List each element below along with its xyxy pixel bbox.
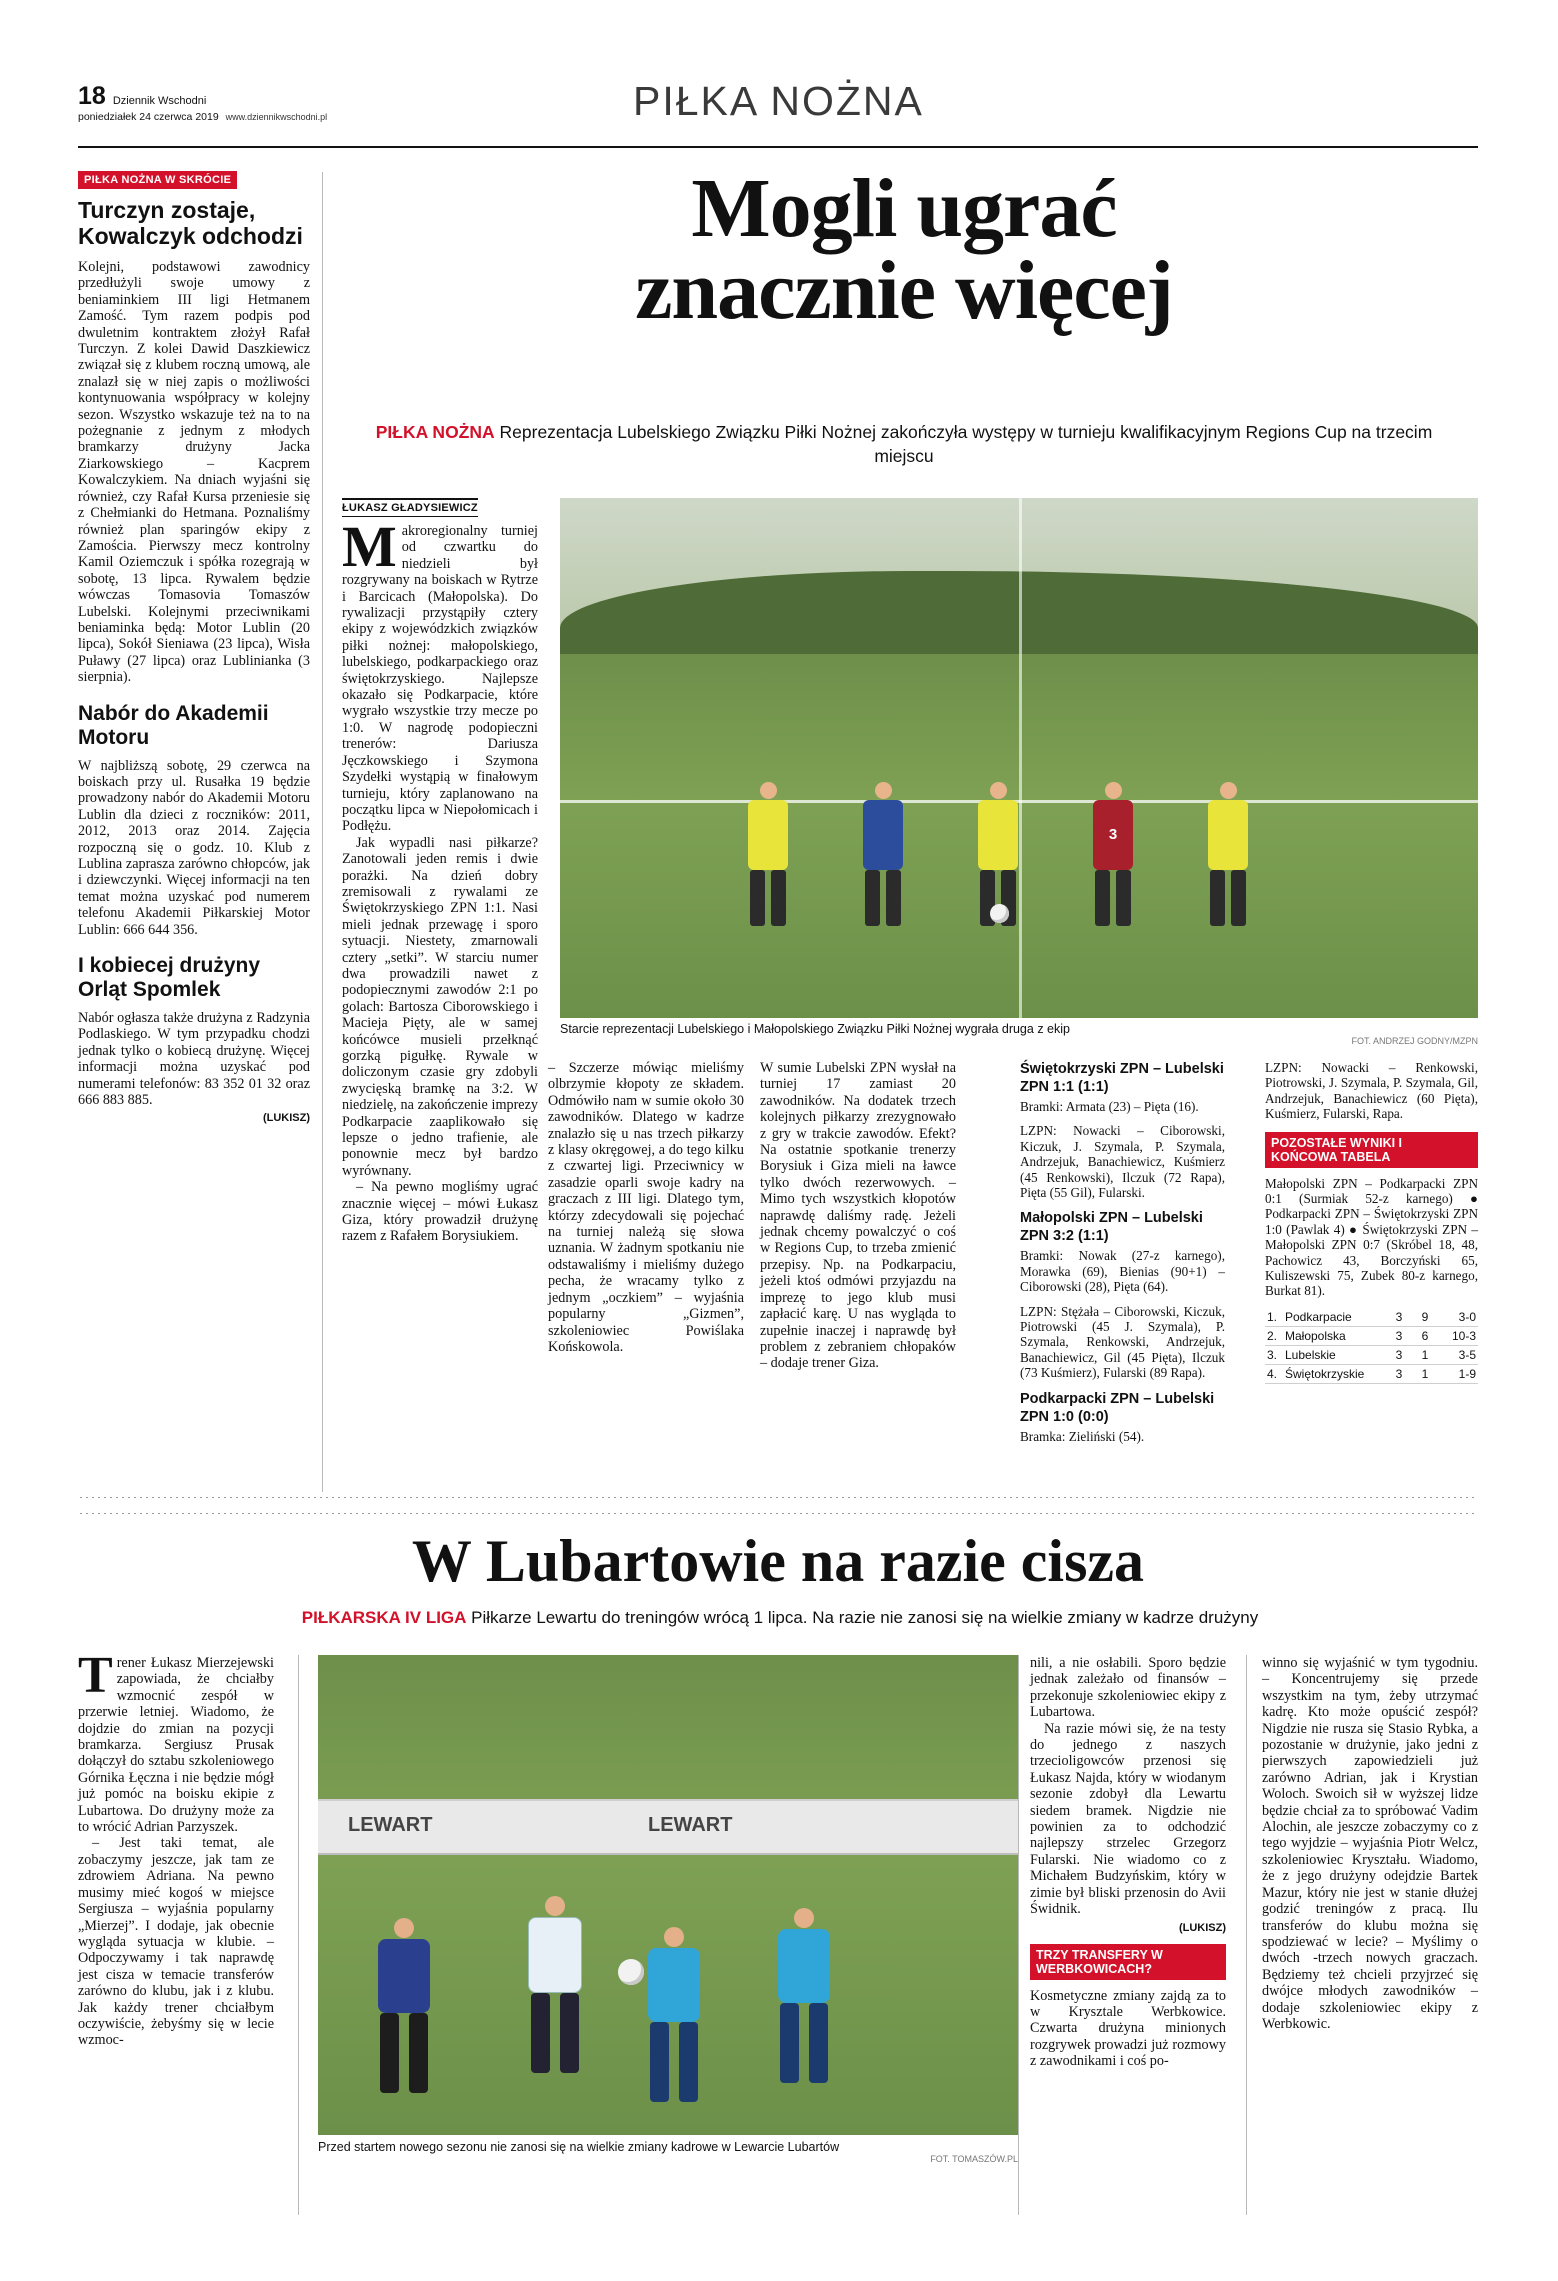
article1-col3 (760, 1060, 956, 1372)
article2-col4 (1030, 1655, 1226, 2070)
sidebar-kicker: PIŁKA NOŻNA W SKRÓCIE (78, 171, 237, 189)
standings-table (1265, 1308, 1478, 1384)
sidebar-item2-title: Nabór do Akademii Motoru (78, 701, 269, 749)
section-title: PIŁKA NOŻNA (633, 78, 924, 124)
photo2-person-legs (529, 1993, 581, 2077)
article2-photo-caption: Przed startem nowego sezonu nie zanosi się na wielkie zmiany kadrowe w Lewarcie Lubartów (318, 2140, 840, 2154)
article1-table-col (1265, 1060, 1478, 1384)
photo1-person-shirt (748, 800, 788, 870)
result1-line2: LZPN: Nowacki – Ciborowski, Kiczuk, J. Szymala, P. Szymala, Andrzejuk, Banachiewicz, Kuśmierz (45 Renkowski), Ilczuk (72 Rapa), Pięta (55 Gil), Fularski. (1020, 1123, 1225, 1201)
article1-photo-caption-block (560, 1022, 1478, 1046)
table-row (1265, 1364, 1478, 1383)
row1-matches: 3 (1395, 1309, 1403, 1324)
photo1-goalkeeper (860, 782, 906, 930)
photo1-person-shirt (978, 800, 1018, 870)
article1-col3-text: W sumie Lubelski ZPN wysłał na turniej 17 zamiast 20 zawodników. Na dodatek trzech kolejnych piłkarzy zrezygnowało z gry w trakcie zawodów. Efekt? Na ostatnie spotkanie trenerzy Borysiuk i Giza mieli na ławce tylko dwóch rezerwowych. – Mimo tych wszystkich kłopotów naprawdę daliśmy radę. Jeżeli jednak chcemy powalczyć o coś w Regions Cup, to trzeba zmienić przepisy. Np. na Podkarpaciu, jeżeli ktoś odmówi przyjazdu na imprezę to jego klub musi zapłacić karę. U nas wygląda to zupełnie inaczej i naprawdę był problem z zebraniem chłopaków – dodaje trener Giza. (760, 1060, 956, 1372)
other-results-header: POZOSTAŁE WYNIKI I KOŃCOWA TABELA (1265, 1132, 1478, 1168)
row1-points: 9 (1421, 1309, 1429, 1324)
article1-col2-text: – Szczerze mówiąc mieliśmy olbrzymie kłopoty ze składem. Odmówiło nam w sumie około 30 zawodników. Dlatego w kadrze znalazło się u nas trzech piłkarzy z klasy okręgowej, a do tego kilku z czwartej ligi. Przeciwnicy w zasadzie oparli swoje kadry na graczach z III ligi. Dlatego tym, którzy zdecydowali się pojechać na turniej należą się słowa uznania. W żadnym spotkaniu nie odstawaliśmy i mieliśmy dużego pecha, że wracamy tylko z jednym „oczkiem” – wyjaśnia popularny „Gizmen”, szkoleniowiec Powiślaka Końskowola. (548, 1060, 744, 1355)
row4-pos: 4. (1267, 1366, 1278, 1381)
photo1-person-legs (1093, 870, 1133, 930)
result2-line2: LZPN: Stężała – Ciborowski, Kiczuk, Piotrowski (45 J. Szymala), P. Szymala, Renkowski, Andrzejuk, Banachiewicz, Gil (45 Pięta), Ilczuk (73 Kuśmierz), Fularski (89 Rapa). (1020, 1303, 1225, 1381)
photo2-person-head (545, 1896, 565, 1916)
article1-col1 (342, 498, 538, 1245)
masthead-rule (78, 146, 1478, 148)
result3-line1: Bramka: Zieliński (54). (1020, 1428, 1145, 1444)
photo1-referee-1 (745, 782, 791, 930)
photo2-player-4 (778, 1908, 830, 2087)
photo1-pitch-line-v (1019, 498, 1022, 1018)
photo1-person-head (1105, 782, 1122, 799)
result2-title: Małopolski ZPN – Lubelski ZPN 3:2 (1:1) (1020, 1210, 1203, 1245)
paper-title: Dziennik Wschodni (112, 95, 207, 107)
article2-stand-lead: PIŁKARSKA IV LIGA (301, 1608, 467, 1627)
article1-stand-lead: PIŁKA NOŻNA (375, 422, 495, 442)
photo1-person-head (1220, 782, 1237, 799)
result2-line1: Bramki: Nowak (27-z karnego), Morawka (69), Bienias (90+1) – Ciborowski (28), Pięta (64). (1020, 1248, 1225, 1295)
other-results-text: Małopolski ZPN – Podkarpacki ZPN 0:1 (Surmiak 52-z karnego) ● Podkarpacki ZPN – Świętokrzyski ZPN 1:0 (Pawlak 4) ● Świętokrzyski ZPN – Małopolski ZPN 0:7 (Skróbel 18, 48, Pachowicz 43, Borczyński 65, Kuliszewski 75, Zubek 80-z karnego, Burkat 81). (1265, 1175, 1478, 1299)
article2-photo-caption-block (318, 2140, 1018, 2164)
article1-standfirst (360, 420, 1448, 468)
article2-standfirst (120, 1608, 1440, 1628)
article1-col2 (548, 1060, 744, 1355)
masthead (78, 78, 1478, 146)
row2-pos: 2. (1267, 1328, 1278, 1343)
issue-date-text: poniedziałek 24 czerwca 2019 (78, 111, 219, 123)
article1-headline-line2: znacznie więcej (635, 244, 1173, 337)
row3-matches: 3 (1395, 1347, 1403, 1362)
photo1-player-number: 3 (1093, 800, 1133, 870)
row4-team: Świętokrzyskie (1285, 1366, 1365, 1381)
article2-col5 (1262, 1655, 1478, 2032)
article2-signature: (LUKISZ) (1178, 1921, 1226, 1934)
photo2-adboard-text: LEWART (348, 1814, 433, 1836)
sidebar-item3-title: I kobiecej drużyny Orląt Spomlek (78, 954, 261, 1002)
table-row (1265, 1308, 1478, 1327)
article2-stand-text: Piłkarze Lewartu do treningów wrócą 1 lipca. Na razie nie zanosi się na wielkie zmiany w kadrze drużyny (466, 1608, 1259, 1627)
article2-col1-p1: Trener Łukasz Mierzejewski zapowiada, że chciałby wzmocnić zespół w przerwie letniej. Wiadomo, że dojdzie do zmian na pozycji bramkarza. Sergiusz Prusak dołączył do sztabu szkoleniowego Górnika Łęczna i nie będzie mógł już pomóc na boisku ekipie z Lubartowa. Do drużyny może za to wrócić Adrian Parzyszek. (78, 1647, 274, 1836)
sidebar-item3-signature: (LUKISZ) (262, 1112, 310, 1125)
lzpn-squad: LZPN: Nowacki – Renkowski, Piotrowski, J. Szymala, P. Szymala, Gil, Andrzejuk, Banachiewicz (60 Pięta), Kuśmierz, Fularski, Rapa. (1265, 1060, 1478, 1122)
photo1-person-legs (1208, 870, 1248, 930)
article-separator-2 (78, 1512, 1478, 1515)
photo2-player-3 (648, 1927, 700, 2106)
article2-photo-credit: FOT. TOMASZÓW.PL (930, 2154, 1018, 2164)
page-number: 18 (78, 82, 106, 110)
row1-pos: 1. (1267, 1309, 1278, 1324)
sidebar-item2-body: W najbliższą sobotę, 29 czerwca na boiskach przy ul. Rusałka 19 będzie prowadzony nabór do Akademii Motoru Lublin dla dzieci z roczników: 2011, 2012, 2013 oraz 2014. Zajęcia rozpoczną się o godz. 10. Klub z Lublina zaprasza zarówno chłopców, jak i dziewczynki. Więcej informacji na ten temat można uzyskać pod numerem telefonu Akademii Piłkarskiej Motor Lublin: 666 644 356. (78, 757, 310, 938)
row3-team: Lubelskie (1285, 1347, 1336, 1362)
column-divider-4 (298, 1655, 299, 2215)
row1-goals: 3-0 (1458, 1309, 1476, 1324)
sidebar-item1-body: Kolejni, podstawowi zawodnicy przedłużyli swoje umowy z beniaminkiem III ligi Hetmanem Zamość. Tym razem podpis pod dwuletnim kontraktem złożył Rafał Turczyn. Z kolei Dawid Daszkiewicz związał się z klubem roczną umową, ale znalazł się w niej zapis o możliwości kontynuowania współpracy w kolejny sezon. Wszystko wskazuje też na to na pożegnanie z jednym z młodych bramkarzy drużyny Jacka Ziarkowskiego – Kacprem Kowalczykiem. Na dniach wyjaśni się również, czy Rafał Kursa przeniesie się z Chełmianki do Hetmana. Poznaliśmy również plan sparingów ekipy z Zamościa. Pierwszy mecz kontrolny Kamil Oziemczuk i spółka rozegrają w sobotę, 13 lipca. Rywalem będzie wówczas Tomasovia Tomaszów Lubelski. Kolejnymi przeciwnikami beniaminka będą: Motor Lublin (20 lipca), Sokół Sieniawa (23 lipca), Wisła Puławy (27 lipca) oraz Lublinianka (3 sierpnia). (78, 259, 310, 686)
article2-col1-p2: – Jest taki temat, ale zobaczymy jeszcze, jak tam ze zdrowiem Adriana. Na pewno musimy mieć kogoś w miejsce Sergiusza – wyjaśnia popularny „Mierzej”. I dodaje, jak obecnie wygląda sytuacja w klubie. – Odpoczywamy i tak naprawdę jest cisza w temacie transferów zarówno do klubu, jak i z klubu. Jak każdy trener chciałbym oczywiście, żebyśmy się w lecie wzmoc- (78, 1835, 274, 2049)
photo1-person-shirt (863, 800, 903, 870)
row3-points: 1 (1421, 1347, 1429, 1362)
article2-col4-p2: Na razie mówi się, że na testy do jednego z naszych trzecioligowców przenosi się Łukasz Najda, który w wiodanym sezonie zdobył dla Lewartu siedem bramek. Nigdzie nie powinien za to odchodzić najlepszy strzelec Grzegorz Fularski. Nie wiadomo co z Michałem Budzyńskim, który w zimie był bliski przenosin do Avii Świdnik. (1030, 1720, 1226, 1918)
row1-team: Podkarpacie (1285, 1309, 1352, 1324)
photo2-person-head (394, 1918, 414, 1938)
sidebar-item1-title: Turczyn zostaje, Kowalczyk odchodzi (78, 197, 303, 249)
photo1-red-player (1090, 782, 1136, 930)
photo1-person-legs (748, 870, 788, 930)
article1-photo-credit: FOT. ANDRZEJ GODNY/MZPN (1351, 1036, 1478, 1046)
photo2-player-1 (378, 1918, 430, 2097)
column-divider-3 (1246, 1655, 1247, 2215)
article2-col1 (78, 1647, 274, 2049)
masthead-left (78, 84, 398, 123)
photo2-person-shirt (378, 1939, 430, 2013)
result1-title: Świętokrzyski ZPN – Lubelski ZPN 1:1 (1:1) (1020, 1061, 1224, 1095)
result1-line1: Bramki: Armata (23) – Pięta (16). (1020, 1099, 1199, 1114)
photo2-adboard-text-2: LEWART (648, 1814, 733, 1836)
article1-photo-caption: Starcie reprezentacji Lubelskiego i Małopolskiego Związku Piłki Nożnej wygrała druga z ekip (560, 1022, 1070, 1036)
photo2-person-legs (378, 2013, 430, 2097)
row4-points: 1 (1421, 1366, 1429, 1381)
article2-headline: W Lubartowie na razie cisza (411, 1528, 1145, 1594)
photo2-advertising-board (318, 1799, 1018, 1855)
photo1-person-head (990, 782, 1007, 799)
photo2-person-legs (648, 2022, 700, 2106)
article1-headline (330, 162, 1478, 337)
article1-col1-p1: Makroregionalny turniej od czwartku do niedzieli był rozgrywany na boiskach w Rytrze i Barcicach (Małopolska). Do rywalizacji przystąpiły cztery ekipy z wojewódzkich związków piłki nożnej: małopolskiego, lubelskiego, podkarpackiego oraz świętokrzyskiego. Najlepsze okazało się Podkarpacie, które wygrało wszystkie trzy mecze po 1:0. W nagrodę podopieczni trenerów: Dariusza Jęczkowskiego i Szymona Szydełki wystąpią w finałowym turnieju, który zaplanowano na początku lipca w Niepołomicach i Podłężu. (342, 514, 538, 835)
photo2-person-head (664, 1927, 684, 1947)
column-divider-2 (1018, 1655, 1019, 2215)
row2-matches: 3 (1395, 1328, 1403, 1343)
row3-goals: 3-5 (1458, 1347, 1476, 1362)
row4-goals: 1-9 (1458, 1366, 1476, 1381)
photo2-person-shirt (648, 1948, 700, 2022)
row2-goals: 10-3 (1451, 1328, 1476, 1343)
sidebar-item3-body: Nabór ogłasza także drużyna z Radzynia Podlaskiego. W tym przypadku chodzi jednak tylko o kobiecą drużynę. Więcej informacji można uzyskać pod numerami telefonów: 83 352 01 32 oraz 666 883 885. (78, 1010, 310, 1109)
photo2-person-head (794, 1908, 814, 1928)
article1-author: ŁUKASZ GŁADYSIEWICZ (342, 498, 478, 517)
paper-url: www.dziennikwschodni.pl (225, 112, 328, 122)
article1-headline-line1: Mogli ugrać (691, 162, 1117, 255)
table-row (1265, 1345, 1478, 1364)
article2-photo (318, 1655, 1018, 2135)
column-divider-1 (322, 172, 323, 1492)
article2-col4-p1: nili, a nie osłabili. Sporo będzie jednak zależało od finansów – przekonuje szkoleniowiec ekipy z Lubartowa. (1030, 1655, 1226, 1721)
result3-title: Podkarpacki ZPN – Lubelski ZPN 1:0 (0:0) (1020, 1390, 1215, 1425)
photo2-player-2 (528, 1896, 582, 2077)
photo1-person-legs (863, 870, 903, 930)
article2-col5-text: winno się wyjaśnić w tym tygodniu. – Koncentrujemy się przede wszystkim na tym, żeby utrzymać kadrę. Kto może opuścić zespół? Nigdzie nie rusza się Stasio Rybka, a pozostanie w drużynie, jako jedni z pierwszych zapowiedzieli już zarówno Adrian, jak i Krystian Woloch. Swoich sił w wyższej lidze będzie chciał za to spróbować Vadim Alochin, ale jeszcze zobaczymy co z tego wyjdzie – wyjaśnia Piotr Welcz, szkoleniowiec Kryształu. Wiadomo, że z jego drużyny odejdzie Bartek Mazur, który nie jest w stanie dłużej godzić treningów z pracą. Ilu transferów do klubu można się spodziewać w lecie? – Myślimy o dwóch -trzech nowych graczach. Będziemy też chcieli przyjrzeć się dwójce młodych zawodników – dodaje szkoleniowiec ekipy z Werbkowic. (1262, 1655, 1478, 2032)
table-row (1265, 1326, 1478, 1345)
photo1-referee-3 (1205, 782, 1251, 930)
photo2-person-legs (778, 2003, 830, 2087)
article2-box-text: Kosmetyczne zmiany zajdą za to w Krysztale Werbkowice. Czwarta drużyna minionych rozgrywek prowadzi już rozmowy z zawodnikami i coś po- (1030, 1987, 1226, 2070)
article1-col1-p3: – Na pewno mogliśmy ugrać znacznie więcej – mówi Łukasz Giza, który prowadził drużynę razem z Rafałem Borysiukiem. (342, 1179, 538, 1245)
row2-points: 6 (1421, 1328, 1429, 1343)
row3-pos: 3. (1267, 1347, 1278, 1362)
photo2-ball (618, 1959, 644, 1985)
row4-matches: 3 (1395, 1366, 1403, 1381)
photo2-person-shirt (778, 1929, 830, 2003)
article1-results-col (1020, 1060, 1225, 1453)
issue-date (78, 111, 398, 123)
photo1-ball (990, 904, 1009, 923)
photo2-person-shirt (528, 1917, 582, 1993)
sidebar-column (78, 170, 310, 1124)
article2-box-header: TRZY TRANSFERY W WERBKOWICACH? (1030, 1944, 1226, 1980)
photo1-person-shirt (1208, 800, 1248, 870)
article-separator-1 (78, 1496, 1478, 1499)
article1-col1-p2: Jak wypadli nasi piłkarze? Zanotowali jeden remis i dwie porażki. Na dzień dobry zremisowali z rywalami ze Świętokrzyskiego ZPN 1:1. Nasi mieli jednak przewagę i sporo sytuacji. Niestety, zmarnowali cztery „setki”. W starciu numer dwa prowadzili nawet z podopiecznymi zawodów 2:1 po golach: Bartosza Ciborowskiego i Macieja Pięty, ale w samej końcówce musieli przełknąć gorzką pigułkę. Rywale w doliczonym czasie gry zdobyli zwycięską bramkę na 3:2. W niedzielę, na zakończenie imprezy Podkarpacie zaaplikowało się lepsze o jedno trafienie, ale ponownie mecz był bardzo wyrównany. (342, 834, 538, 1179)
photo1-person-head (760, 782, 777, 799)
row2-team: Małopolska (1285, 1328, 1346, 1343)
photo1-person-head (875, 782, 892, 799)
article1-photo (560, 498, 1478, 1018)
article1-stand-text: Reprezentacja Lubelskiego Związku Piłki Nożnej zakończyła występy w turnieju kwalifikacyjnym Regions Cup na trzecim miejscu (494, 422, 1433, 466)
